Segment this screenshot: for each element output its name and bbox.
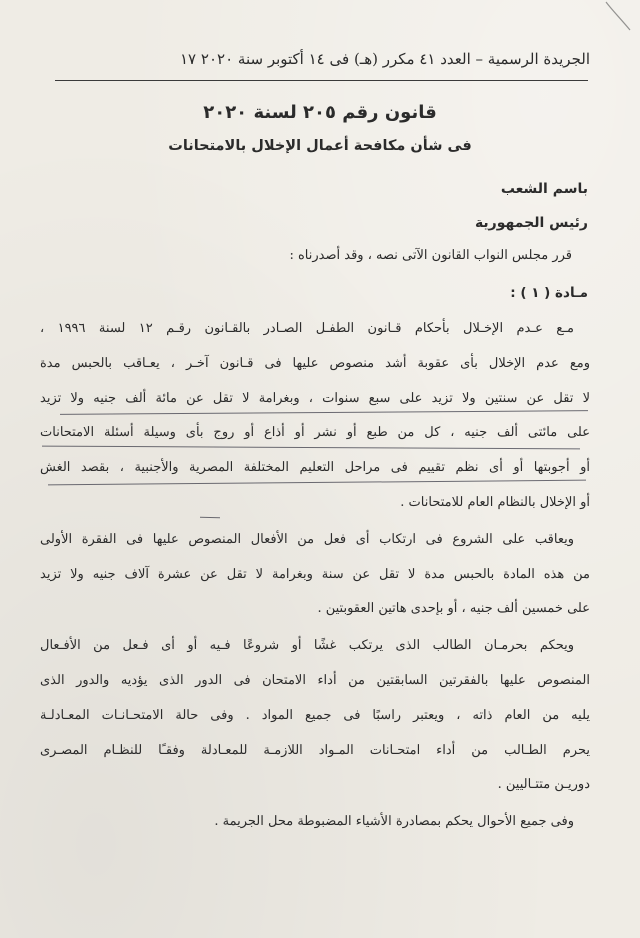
president-label: رئيس الجمهورية bbox=[474, 215, 588, 231]
law-title: قانون رقم ٢٠٥ لسنة ٢٠٢٠ bbox=[203, 102, 437, 123]
article-body bbox=[40, 312, 590, 840]
text-line: مـع عـدم الإخـلال بأحكام قـانون الطفـل الصـادر بالقـانون رقـم ١٢ لسنة ١٩٩٦ ، bbox=[40, 321, 574, 336]
paragraph bbox=[40, 805, 590, 840]
text-line: وفى جميع الأحوال يحكم بمصادرة الأشياء المضبوطة محل الجريمة . bbox=[214, 814, 574, 830]
text-line: يليه من العام ذاته ، ويعتبر راسبًا فى جميع المواد . وفى حالة الامتحـانـات المعـادلـة bbox=[40, 707, 590, 723]
enactment-clause: قرر مجلس النواب القانون الآتى نصه ، وقد أصدرناه : bbox=[289, 248, 572, 263]
paragraph bbox=[40, 523, 590, 627]
header-divider bbox=[55, 80, 588, 81]
text-line: لا تقل عن سنتين ولا تزيد على سبع سنوات ، وبغرامة لا تقل عن مائة ألف جنيه ولا تزيد bbox=[40, 390, 590, 406]
paragraph bbox=[40, 312, 590, 521]
text-line: ويحكم بحرمـان الطالب الذى يرتكب غشًا أو شروعًا فـيه أو أى فـعل من الأفـعال bbox=[40, 638, 574, 654]
article-heading: مـادة ( ١ ) : bbox=[510, 285, 588, 301]
in-the-name-of-people: باسم الشعب bbox=[500, 181, 588, 197]
text-line: أو الإخلال بالنظام العام للامتحانات . bbox=[400, 494, 590, 510]
law-subtitle: فى شأن مكافحة أعمال الإخلال بالامتحانات bbox=[168, 138, 472, 154]
paragraph bbox=[40, 629, 590, 803]
text-line: المنصوص عليها بالفقرتين السابقتين من أداء الامتحان فى الدور الذى يؤديه والدور الذى bbox=[40, 672, 590, 688]
text-line: دوريـن متتـاليين . bbox=[497, 777, 590, 793]
text-line: من هذه المادة بالحبس مدة لا تقل عن سنة وبغرامة لا تقل عن عشرة آلاف جنيه ولا تزيد bbox=[40, 566, 590, 582]
text-line: ومع عدم الإخلال بأى عقوبة أشد منصوص عليها فى قـانون آخـر ، يعـاقب بالحبس مدة bbox=[40, 355, 590, 371]
text-line: أو أجوبتها أو أى نظم تقييم فى مراحل التعليم المختلفة المصرية والأجنبية ، بقصد الغش bbox=[40, 460, 590, 476]
text-line: على مائتى ألف جنيه ، كل من طبع أو نشر أو أذاع أو روج بأى وسيلة أسئلة الامتحانات bbox=[40, 425, 590, 441]
text-line: ويعاقب على الشروع فى ارتكاب أى فعل من الأفعال المنصوص عليها فى الفقرة الأولى bbox=[40, 531, 574, 547]
pen-mark-icon bbox=[592, 0, 632, 36]
text-line: يحرم الطـالب من أداء امتحـانات المـواد اللازمـة للمعـادلة وفقـًا للنظـام المصـرى bbox=[40, 742, 590, 758]
text-line: على خمسين ألف جنيه ، أو بإحدى هاتين العقوبتين . bbox=[317, 601, 590, 617]
page-header: الجريدة الرسمية – العدد ٤١ مكرر (هـ) فى ١٤ أكتوبر سنة ٢٠٢٠ ١٧ bbox=[180, 50, 590, 68]
